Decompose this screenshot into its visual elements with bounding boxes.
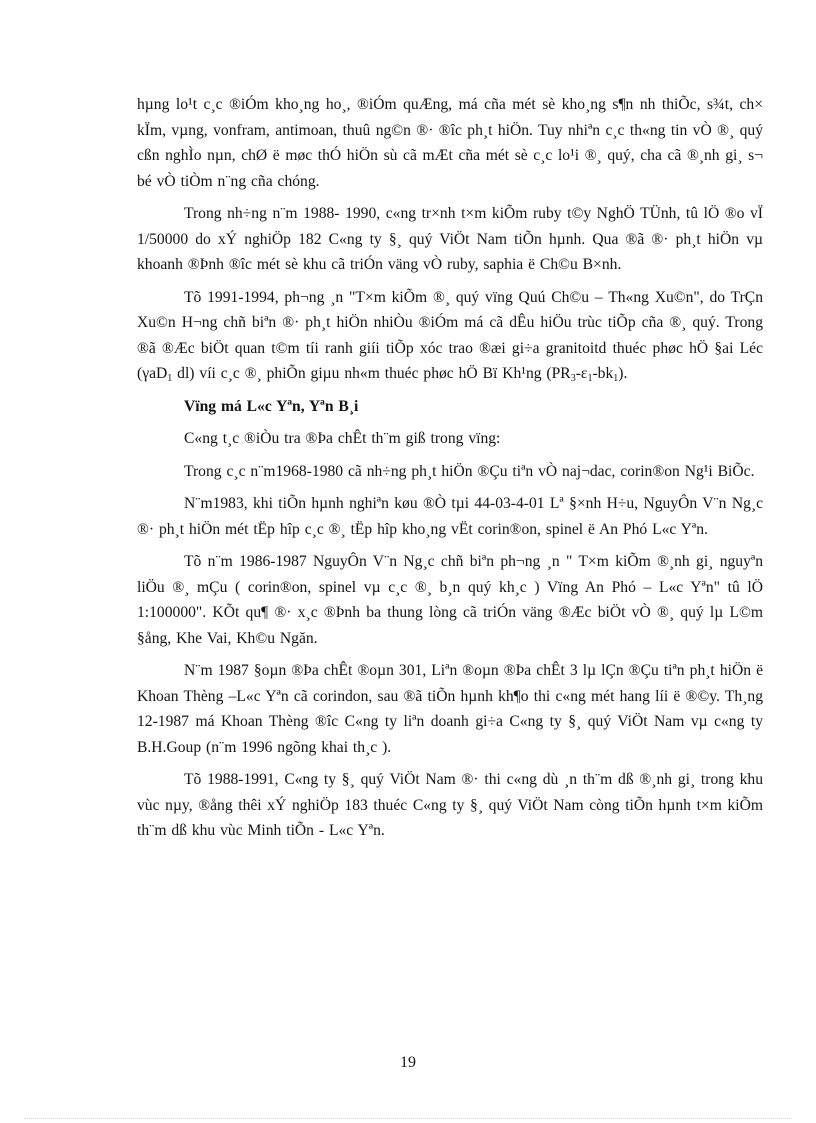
paragraph-3-text-a: Tõ 1991-1994, ph¬ng ¸n "T×m kiÕm ®¸ quý vïng Quú Ch©u – Th«ng Xu©n", do TrÇn Xu©n H¬ng chñ biªn ®· ph¸t hiÖn nhiÒu ®iÓm má cã dÊu hiÖu trùc tiÕp cña ®¸ quý. Trong ®ã ®Æc biÖt quan t©m tíi ranh giíi tiÕp xóc trao ®æi gi÷a granitoitd thuéc phøc hÖ §ai Léc (γaD (137, 288, 763, 382)
paragraph-5: C«ng t¸c ®iÒu tra ®Þa chÊt th¨m giß trong vïng: (184, 430, 501, 447)
paragraph-2: Trong nh÷ng n¨m 1988- 1990, c«ng tr×nh t×m kiÕm ruby t©y NghÖ TÜnh, tû lÖ ®o vÏ 1/50000 do xÝ nghiÖp 182 C«ng ty §¸ quý ViÖt Nam tiÕn hµnh. Qua ®ã ®· ph¸t hiÖn vµ khoanh ®Þnh ®îc mét sè khu cã triÓn väng vÒ ruby, saphia ë Ch©u B×nh. (137, 205, 763, 273)
subscript-2: 3 (570, 373, 576, 384)
section-heading: Vïng má L«c Yªn, Yªn B¸i (184, 397, 359, 415)
subscript-1: 1 (167, 373, 173, 384)
paragraph-1: hµng lo¹t c¸c ®iÓm kho¸ng ho¸, ®iÓm quÆng, má cña mét sè kho¸ng s¶n nh thiÕc, s¾t, ch× kÏm, vµng, vonfram, antimoan, thuû ng©n ®· ®îc ph¸t hiÖn. Tuy nhiªn c¸c th«ng tin vÒ ®¸ quý cßn nghÌo nµn, chØ ë møc thÓ hiÖn sù cã mÆt cña mét sè c¸c lo¹i ®¸ quý, cha cã ®¸nh gi¸ s¬ bé vÒ tiÒm n¨ng cña chóng. (137, 96, 763, 190)
paragraph-10: Tõ 1988-1991, C«ng ty §¸ quý ViÖt Nam ®· thi c«ng dù ¸n th¨m dß ®¸nh gi¸ trong khu vùc nµy, ®ång thêi xÝ nghiÖp 183 thuéc C«ng ty §¸ quý ViÖt Nam còng tiÕn hµnh t×m kiÕm th¨m dß khu vùc Minh tiÕn - L«c Yªn. (137, 771, 763, 839)
paragraph-3-text-b: dl) víi c¸c ®¸ phiÕn giµu nh«m thuéc phøc hÖ Bï Kh¹ng (PR (172, 365, 571, 382)
page-bottom-rule (24, 1118, 792, 1119)
page-number: 19 (400, 1054, 416, 1071)
paragraph-8: Tõ n¨m 1986-1987 NguyÔn V¨n Ng¸c chñ biªn ph¬ng ¸n " T×m kiÕm ®¸nh gi¸ nguyªn liÖu ®¸ mÇu ( corin®on, spinel vµ c¸c ®¸ b¸n quý kh¸c ) Vïng An Phó – L«c Yªn" tû lÖ 1:100000". KÕt qu¶ ®· x¸c ®Þnh ba thung lòng cã triÓn väng ®Æc biÖt vÒ ®¸ quý lµ L©m §ång, Khe Vai, Kh©u Ngăn. (137, 553, 763, 647)
paragraph-3-text-c: -ε (575, 365, 588, 382)
paragraph-9: N¨m 1987 §oµn ®Þa chÊt ®oµn 301, Liªn ®oµn ®Þa chÊt 3 lµ lÇn ®Çu tiªn ph¸t hiÖn ë Khoan Thèng –L«c Yªn cã corindon, sau ®ã tiÕn hµnh kh¶o thi c«ng mét hang líi ë ®©y. Th¸ng 12-1987 má Khoan Thèng ®îc C«ng ty liªn doanh gi÷a C«ng ty §¸ quý ViÖt Nam vµ c«ng ty B.H.Goup (n¨m 1996 ngõng khai th¸c ). (137, 662, 763, 756)
subscript-3: 1 (587, 373, 593, 384)
paragraph-3-text-d: -bk (592, 365, 614, 382)
page-body (137, 92, 763, 851)
paragraph-3 (137, 285, 763, 387)
paragraph-3-text-e: ). (618, 365, 628, 382)
subscript-4: 1 (613, 373, 619, 384)
paragraph-7: N¨m1983, khi tiÕn hµnh nghiªn køu ®Ò tµi 44-03-4-01 Lª §×nh H÷u, NguyÔn V¨n Ng¸c ®· ph¸t hiÖn mét tËp hîp c¸c ®¸ tËp hîp kho¸ng vËt corin®on, spinel ë An Phó L«c Yªn. (137, 495, 763, 538)
paragraph-6: Trong c¸c n¨m1968-1980 cã nh÷ng ph¸t hiÖn ®Çu tiªn vÒ naj¬dac, corin®on Ng¹i BiÕc. (184, 462, 755, 480)
